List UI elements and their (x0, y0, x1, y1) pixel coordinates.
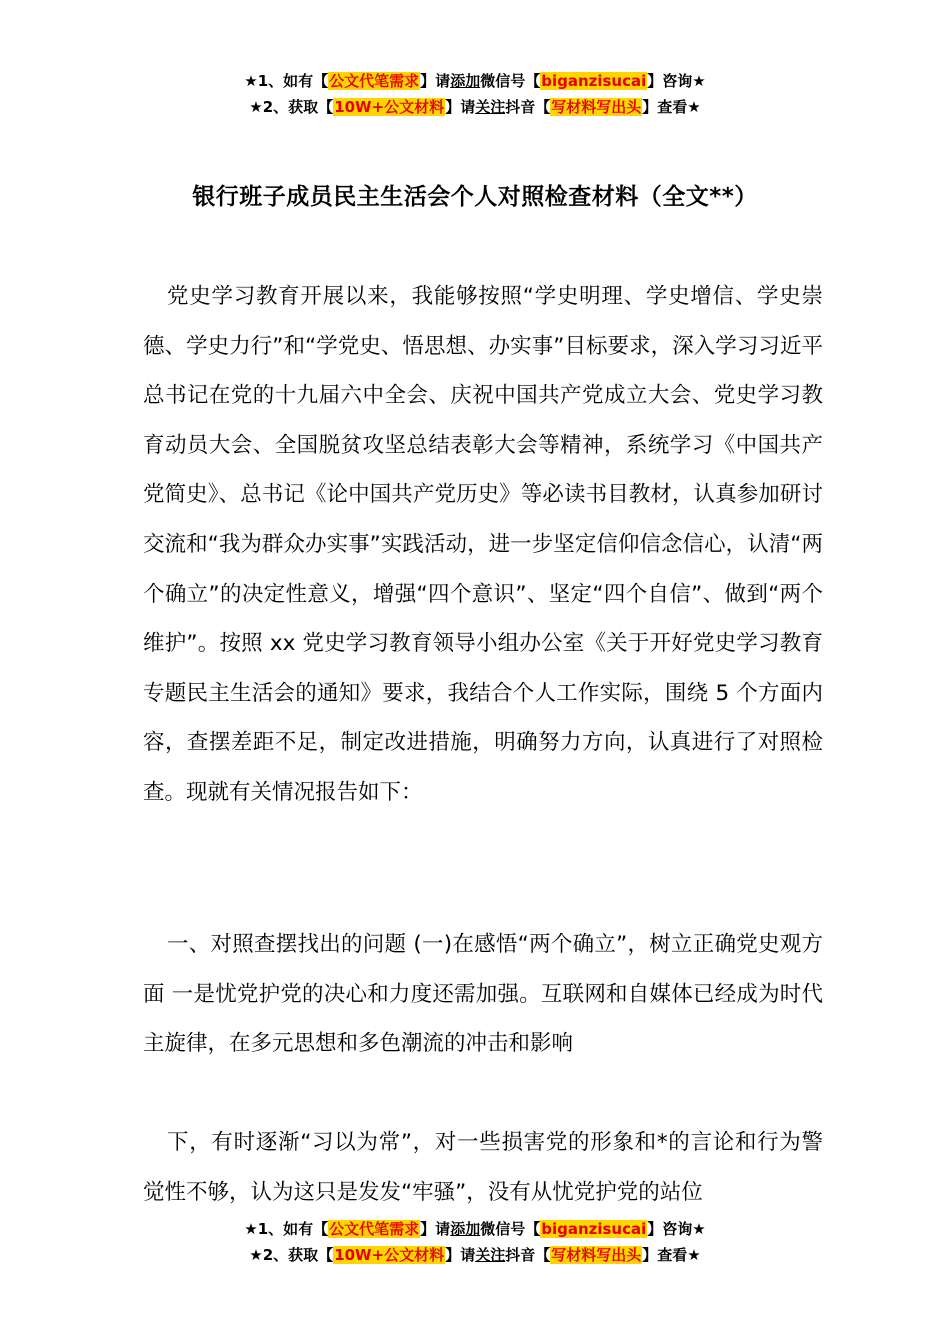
promo-text: 】请 (420, 72, 451, 90)
promo-emphasis: 关注 (475, 98, 506, 116)
body-paragraph: 党史学习教育开展以来，我能够按照“学史明理、学史增信、学史崇德、学史力行”和“学党史、悟思想、办实事”目标要求，深入学习习近平总书记在党的十九届六中全会、庆祝中国共产党成立大会、党史学习教育动员大会、全国脱贫攻坚总结表彰大会等精神，系统学习《中国共产党简史》、总书记《论中国共产党历史》等必读书目教材，认真参加研讨交流和“我为群众办实事”实践活动，进一步坚定信仰信念信心，认清“两个确立”的决定性意义，增强“四个意识”、坚定“四个自信”、做到“两个维护”。按照 xx 党史学习教育领导小组办公室《关于开好党史学习教育专题民主生活会的通知》要求，我结合个人工作实际，围绕 5 个方面内容，查摆差距不足，制定改进措施，明确努力方向，认真进行了对照检查。现就有关情况报告如下： (143, 284, 823, 805)
promo-text: ★2、获取【 (249, 1246, 334, 1264)
promo-text: 】请 (420, 1220, 451, 1238)
promo-highlight: 10W+公文材料 (334, 98, 445, 116)
promo-text: 抖音【 (505, 98, 551, 116)
header-promo-banner (0, 68, 950, 120)
promo-line-1 (0, 68, 950, 94)
promo-line-1 (0, 1216, 950, 1242)
promo-text: 微信号【 (480, 1220, 541, 1238)
promo-text: 】查看★ (642, 1246, 701, 1264)
promo-text: 】查看★ (642, 98, 701, 116)
promo-emphasis: 添加 (450, 72, 481, 90)
promo-text: ★1、如有【 (244, 72, 329, 90)
promo-text: 】请 (445, 98, 476, 116)
body-paragraph: 一、对照查摆找出的问题 (一)在感悟“两个确立”，树立正确党史观方面 一是忧党护党的决心和力度还需加强。互联网和自媒体已经成为时代主旋律，在多元思想和多色潮流的冲击和影响 (143, 932, 823, 1057)
promo-text: 】咨询★ (647, 1220, 706, 1238)
promo-text: 抖音【 (505, 1246, 551, 1264)
promo-line-2 (0, 1242, 950, 1268)
promo-text: 】请 (445, 1246, 476, 1264)
promo-highlight: 10W+公文材料 (334, 1246, 445, 1264)
footer-promo-banner (0, 1216, 950, 1268)
promo-highlight: 公文代笔需求 (329, 72, 420, 90)
promo-douyin-id: 写材料写出头 (551, 1246, 642, 1264)
promo-wechat-id: biganzisucai (541, 1220, 647, 1238)
promo-emphasis: 关注 (475, 1246, 506, 1264)
body-paragraph: 下，有时逐渐“习以为常”，对一些损害党的形象和*的言论和行为警觉性不够，认为这只是发发“牢骚”，没有从忧党护党的站位 (143, 1130, 823, 1205)
promo-text: ★2、获取【 (249, 98, 334, 116)
promo-highlight: 公文代笔需求 (329, 1220, 420, 1238)
promo-douyin-id: 写材料写出头 (551, 98, 642, 116)
promo-line-2 (0, 94, 950, 120)
promo-emphasis: 添加 (450, 1220, 481, 1238)
promo-text: 】咨询★ (647, 72, 706, 90)
promo-text: 微信号【 (480, 72, 541, 90)
document-title: 银行班子成员民主生活会个人对照检查材料（全文**） (192, 184, 758, 210)
promo-wechat-id: biganzisucai (541, 72, 647, 90)
promo-text: ★1、如有【 (244, 1220, 329, 1238)
